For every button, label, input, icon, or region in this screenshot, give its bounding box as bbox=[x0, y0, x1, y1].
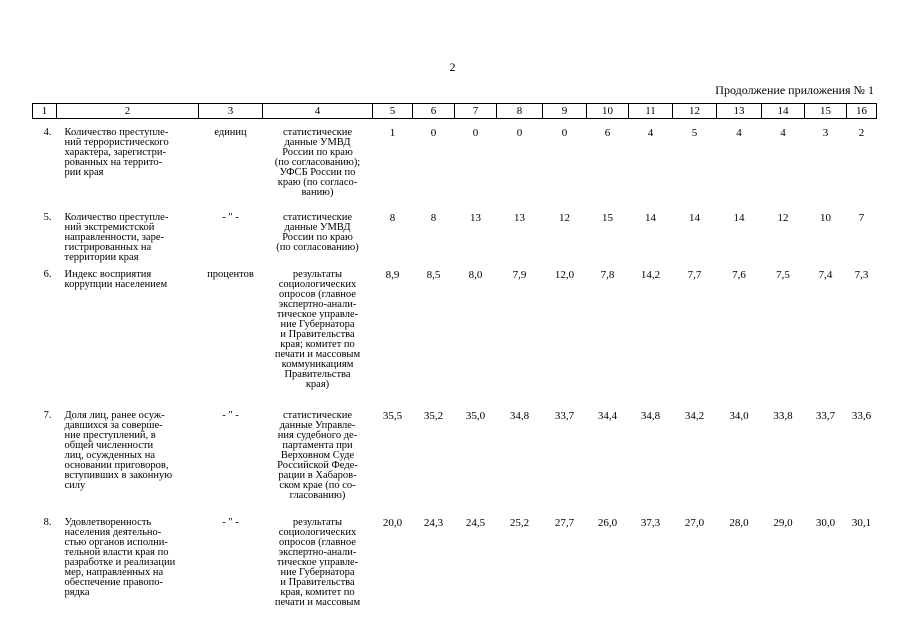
header-cell: 4 bbox=[263, 104, 373, 119]
unit-cell: единиц bbox=[214, 127, 247, 138]
value-cell: 0 bbox=[516, 127, 523, 139]
value-cell: 7,9 bbox=[512, 269, 527, 281]
source-cell: результаты социологических опросов (главное экспертно-анали- тическое управле- ние Губернатора и Правительства края, комитет по печати и массовым bbox=[274, 517, 361, 608]
value-cell: 7,3 bbox=[854, 269, 869, 281]
header-cell: 15 bbox=[805, 104, 847, 119]
table-row bbox=[33, 515, 877, 622]
value-cell: 34,8 bbox=[640, 410, 661, 422]
indicator-name: Доля лиц, ранее осуж- давшихся за соверше- ние преступлений, в общей численности лиц, осужденных на основании приговоров, вступивших в законную силу bbox=[64, 410, 173, 491]
value-cell: 4 bbox=[780, 127, 786, 139]
value-cell: 4 bbox=[647, 127, 654, 139]
value-cell: 3 bbox=[822, 127, 829, 139]
indicators-table bbox=[32, 103, 877, 622]
indicator-name: Удовлетворенность населения деятельно- стью органов исполни- тельной власти края по разработке и реализации мер, направленных на обеспечение правопо- рядка bbox=[64, 517, 176, 598]
value-cell: 33,7 bbox=[815, 410, 836, 422]
value-cell: 1 bbox=[389, 127, 396, 139]
value-cell: 13 bbox=[514, 212, 525, 224]
table-body bbox=[33, 119, 877, 623]
header-cell: 16 bbox=[847, 104, 877, 119]
table-row bbox=[33, 125, 877, 210]
header-cell: 10 bbox=[587, 104, 629, 119]
value-cell: 35,0 bbox=[465, 410, 486, 422]
value-cell: 12 bbox=[559, 212, 570, 224]
row-number: 4. bbox=[43, 127, 52, 138]
value-cell: 8,0 bbox=[468, 269, 483, 281]
row-number: 7. bbox=[43, 410, 52, 421]
header-cell: 9 bbox=[543, 104, 587, 119]
unit-cell: - " - bbox=[222, 410, 239, 421]
value-cell: 34,2 bbox=[684, 410, 705, 422]
header-cell: 13 bbox=[717, 104, 762, 119]
value-cell: 27,7 bbox=[554, 517, 575, 529]
value-cell: 25,2 bbox=[509, 517, 530, 529]
header-cell: 1 bbox=[33, 104, 57, 119]
indicator-name: Количество преступле- ний террористического характера, зарегистри- рованных на террито- рии края bbox=[64, 127, 169, 178]
value-cell: 0 bbox=[430, 127, 437, 139]
value-cell: 14 bbox=[733, 212, 745, 224]
value-cell: 14 bbox=[689, 212, 700, 224]
continuation-caption: Продолжение приложения № 1 bbox=[715, 83, 874, 97]
value-cell: 0 bbox=[561, 127, 568, 139]
value-cell: 0 bbox=[472, 127, 479, 139]
source-cell: статистические данные УМВД России по краю (по согласованию) bbox=[276, 212, 359, 253]
value-cell: 34,8 bbox=[509, 410, 530, 422]
value-cell: 27,0 bbox=[684, 517, 705, 529]
value-cell: 7 bbox=[858, 212, 865, 224]
value-cell: 8,5 bbox=[426, 269, 441, 281]
table-row bbox=[33, 267, 877, 408]
header-cell: 11 bbox=[629, 104, 673, 119]
header-cell: 8 bbox=[497, 104, 543, 119]
value-cell: 29,0 bbox=[773, 517, 793, 529]
value-cell: 24,5 bbox=[465, 517, 486, 529]
value-cell: 4 bbox=[736, 127, 742, 139]
value-cell: 33,6 bbox=[851, 410, 872, 422]
value-cell: 2 bbox=[858, 127, 865, 139]
value-cell: 20,0 bbox=[382, 517, 403, 529]
source-cell: результаты социологических опросов (главное экспертно-анали- тическое управле- ние Губернатора и Правительства края; комитет по печати и массовым коммуникациям Правительства края) bbox=[274, 269, 361, 390]
value-cell: 14,2 bbox=[640, 269, 661, 281]
header-cell: 6 bbox=[413, 104, 455, 119]
row-number: 5. bbox=[43, 212, 52, 223]
value-cell: 30,1 bbox=[851, 517, 872, 529]
row-number: 6. bbox=[43, 269, 52, 280]
header-cell: 14 bbox=[762, 104, 805, 119]
header-row bbox=[33, 104, 877, 119]
value-cell: 7,5 bbox=[776, 269, 790, 281]
value-cell: 6 bbox=[604, 127, 611, 139]
unit-cell: - " - bbox=[222, 212, 239, 223]
row-number: 8. bbox=[43, 517, 52, 528]
source-cell: статистические данные УМВД России по краю (по согласованию); УФСБ России по краю (по согласо- ванию) bbox=[274, 127, 361, 198]
value-cell: 33,7 bbox=[554, 410, 575, 422]
indicator-name: Количество преступле- ний экстремистской направленности, заре- гистрированных на территории края bbox=[64, 212, 169, 263]
value-cell: 12 bbox=[777, 212, 789, 224]
source-cell: статистические данные Управле- ния судебного де- партамента при Верховном Суде Российской Феде- рации в Хабаров- ском крае (по со- гласованию) bbox=[277, 410, 358, 501]
value-cell: 8 bbox=[430, 212, 437, 224]
value-cell: 35,5 bbox=[382, 410, 403, 422]
value-cell: 7,4 bbox=[818, 269, 833, 281]
value-cell: 7,8 bbox=[600, 269, 615, 281]
value-cell: 33,8 bbox=[773, 410, 793, 422]
value-cell: 34,0 bbox=[729, 410, 749, 422]
header-cell: 7 bbox=[455, 104, 497, 119]
header-cell: 2 bbox=[57, 104, 199, 119]
value-cell: 24,3 bbox=[423, 517, 444, 529]
value-cell: 13 bbox=[470, 212, 481, 224]
table-row bbox=[33, 210, 877, 267]
value-cell: 7,6 bbox=[732, 269, 746, 281]
value-cell: 8,9 bbox=[385, 269, 400, 281]
value-cell: 7,7 bbox=[687, 269, 702, 281]
header-cell: 12 bbox=[673, 104, 717, 119]
unit-cell: процентов bbox=[207, 269, 254, 280]
value-cell: 14 bbox=[645, 212, 656, 224]
value-cell: 35,2 bbox=[423, 410, 444, 422]
value-cell: 26,0 bbox=[597, 517, 618, 529]
unit-cell: - " - bbox=[222, 517, 239, 528]
value-cell: 12,0 bbox=[554, 269, 575, 281]
header-cell: 5 bbox=[373, 104, 413, 119]
header-cell: 3 bbox=[199, 104, 263, 119]
value-cell: 30,0 bbox=[815, 517, 836, 529]
value-cell: 15 bbox=[602, 212, 613, 224]
page-number: 2 bbox=[449, 60, 456, 74]
table-row bbox=[33, 408, 877, 515]
value-cell: 28,0 bbox=[729, 517, 749, 529]
indicator-name: Индекс восприятия коррупции населением bbox=[64, 269, 168, 290]
value-cell: 34,4 bbox=[597, 410, 618, 422]
value-cell: 37,3 bbox=[640, 517, 661, 529]
value-cell: 10 bbox=[820, 212, 831, 224]
value-cell: 8 bbox=[389, 212, 396, 224]
value-cell: 5 bbox=[691, 127, 698, 139]
